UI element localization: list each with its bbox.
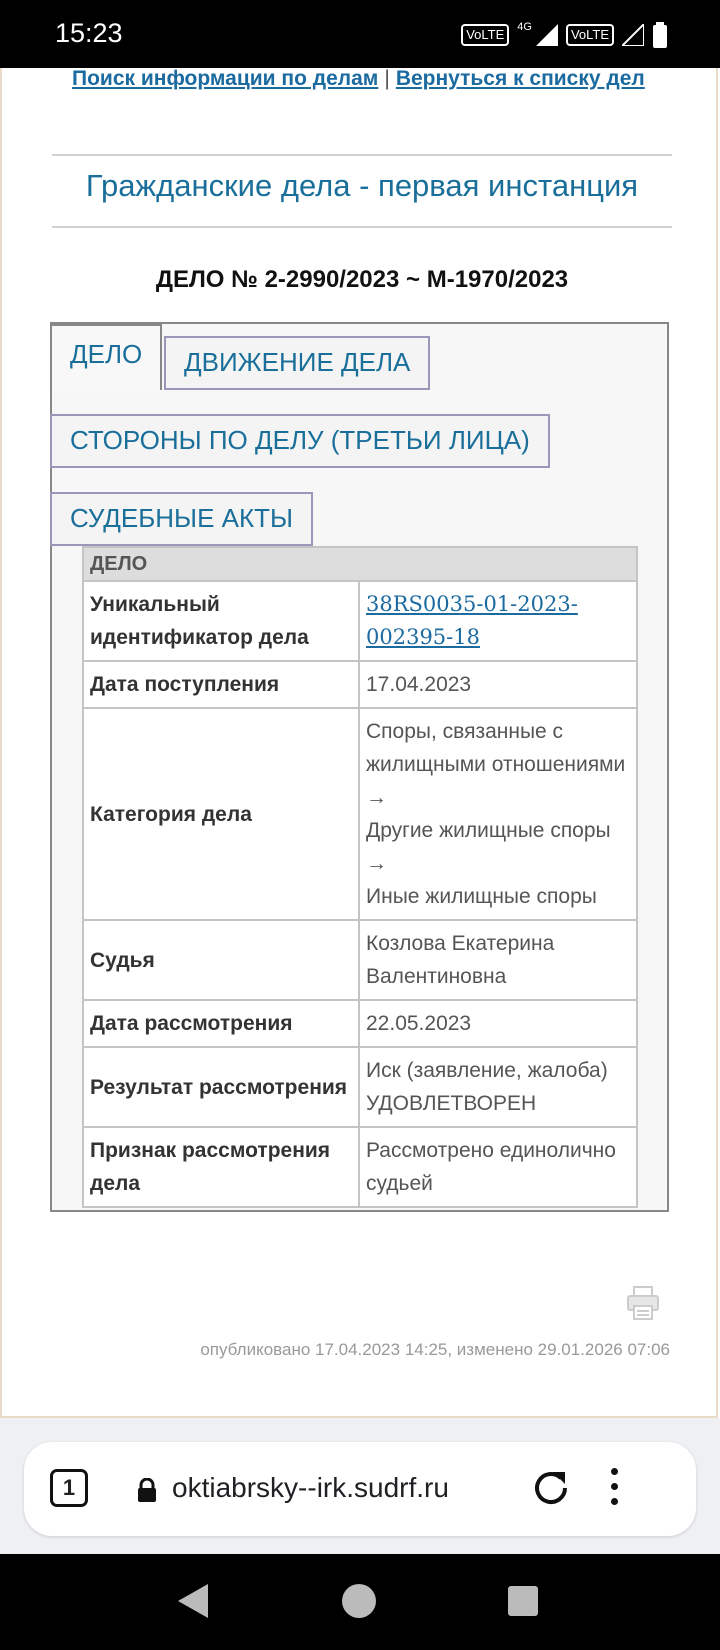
table-header-row bbox=[83, 547, 637, 581]
row-label: Категория дела bbox=[83, 708, 359, 920]
table-header: ДЕЛО bbox=[83, 547, 637, 581]
table-row bbox=[83, 661, 637, 708]
table-row bbox=[83, 1000, 637, 1047]
category-line: Споры, связанные с жилищными отношениями → bbox=[366, 720, 626, 809]
system-nav-bar bbox=[0, 1554, 720, 1650]
row-label: Судья bbox=[83, 920, 359, 1000]
row-label: Дата поступления bbox=[83, 661, 359, 708]
section-title: Гражданские дела - первая инстанция bbox=[85, 168, 639, 203]
recents-icon[interactable] bbox=[508, 1586, 538, 1616]
lock-icon[interactable] bbox=[137, 1478, 157, 1502]
row-value: 22.05.2023 bbox=[359, 1000, 637, 1047]
row-value: Иск (заявление, жалоба) УДОВЛЕТВОРЕН bbox=[359, 1047, 637, 1127]
row-label: Дата рассмотрения bbox=[83, 1000, 359, 1047]
divider bbox=[52, 154, 672, 156]
url-bar[interactable] bbox=[24, 1442, 696, 1536]
category-line: Другие жилищные споры → bbox=[366, 819, 611, 875]
tab-count-button[interactable]: 1 bbox=[50, 1469, 88, 1507]
url-text[interactable]: oktiabrsky--irk.sudrf.ru bbox=[172, 1472, 449, 1503]
link-separator: | bbox=[384, 67, 390, 90]
table-row bbox=[83, 1127, 637, 1207]
battery-icon bbox=[652, 22, 668, 48]
more-options-icon[interactable] bbox=[604, 1468, 624, 1510]
reload-icon[interactable] bbox=[529, 1466, 573, 1510]
search-cases-link[interactable]: Поиск информации по делам bbox=[72, 67, 379, 90]
row-label: Результат рассмотрения bbox=[83, 1047, 359, 1127]
table-row bbox=[83, 920, 637, 1000]
tab-case[interactable]: ДЕЛО bbox=[50, 324, 162, 390]
signal-icon bbox=[622, 24, 644, 46]
status-icons bbox=[461, 22, 668, 48]
case-title: ДЕЛО № 2-2990/2023 ~ М-1970/2023 bbox=[155, 266, 569, 293]
table-row bbox=[83, 581, 637, 661]
published-info: опубликовано 17.04.2023 14:25, изменено 29.01.2026 07:06 bbox=[200, 1340, 670, 1359]
back-to-list-link[interactable]: Вернуться к списку дел bbox=[395, 67, 645, 90]
top-links bbox=[72, 62, 672, 95]
signal-icon bbox=[536, 24, 558, 46]
table-row bbox=[83, 708, 637, 920]
back-icon[interactable] bbox=[178, 1584, 210, 1618]
table-row bbox=[83, 1047, 637, 1127]
unique-id-link[interactable]: 38RS0035-01-2023-002395-18 bbox=[366, 592, 578, 649]
status-time: 15:23 bbox=[55, 18, 123, 48]
home-icon[interactable] bbox=[342, 1584, 376, 1618]
case-info-table bbox=[82, 546, 638, 1208]
tab-case-movement[interactable]: ДВИЖЕНИЕ ДЕЛА bbox=[164, 336, 430, 390]
row-value: Рассмотрено единолично судьей bbox=[359, 1127, 637, 1207]
row-value: Козлова Екатерина Валентиновна bbox=[359, 920, 637, 1000]
status-bar bbox=[0, 0, 720, 68]
tab-parties[interactable]: СТОРОНЫ ПО ДЕЛУ (ТРЕТЬИ ЛИЦА) bbox=[50, 414, 550, 468]
row-value: 17.04.2023 bbox=[359, 661, 637, 708]
divider bbox=[52, 226, 672, 228]
print-icon[interactable] bbox=[627, 1286, 659, 1320]
browser-toolbar bbox=[0, 1418, 720, 1554]
row-label: Уникальный идентификатор дела bbox=[83, 581, 359, 661]
row-value bbox=[359, 581, 637, 661]
network-type: 4G bbox=[517, 21, 532, 33]
row-label: Признак рассмотрения дела bbox=[83, 1127, 359, 1207]
volte-badge-2: VoLTE bbox=[566, 24, 614, 46]
row-value bbox=[359, 708, 637, 920]
volte-badge: VoLTE bbox=[461, 24, 509, 46]
tab-court-acts[interactable]: СУДЕБНЫЕ АКТЫ bbox=[50, 492, 313, 546]
category-line: Иные жилищные споры bbox=[366, 885, 597, 908]
